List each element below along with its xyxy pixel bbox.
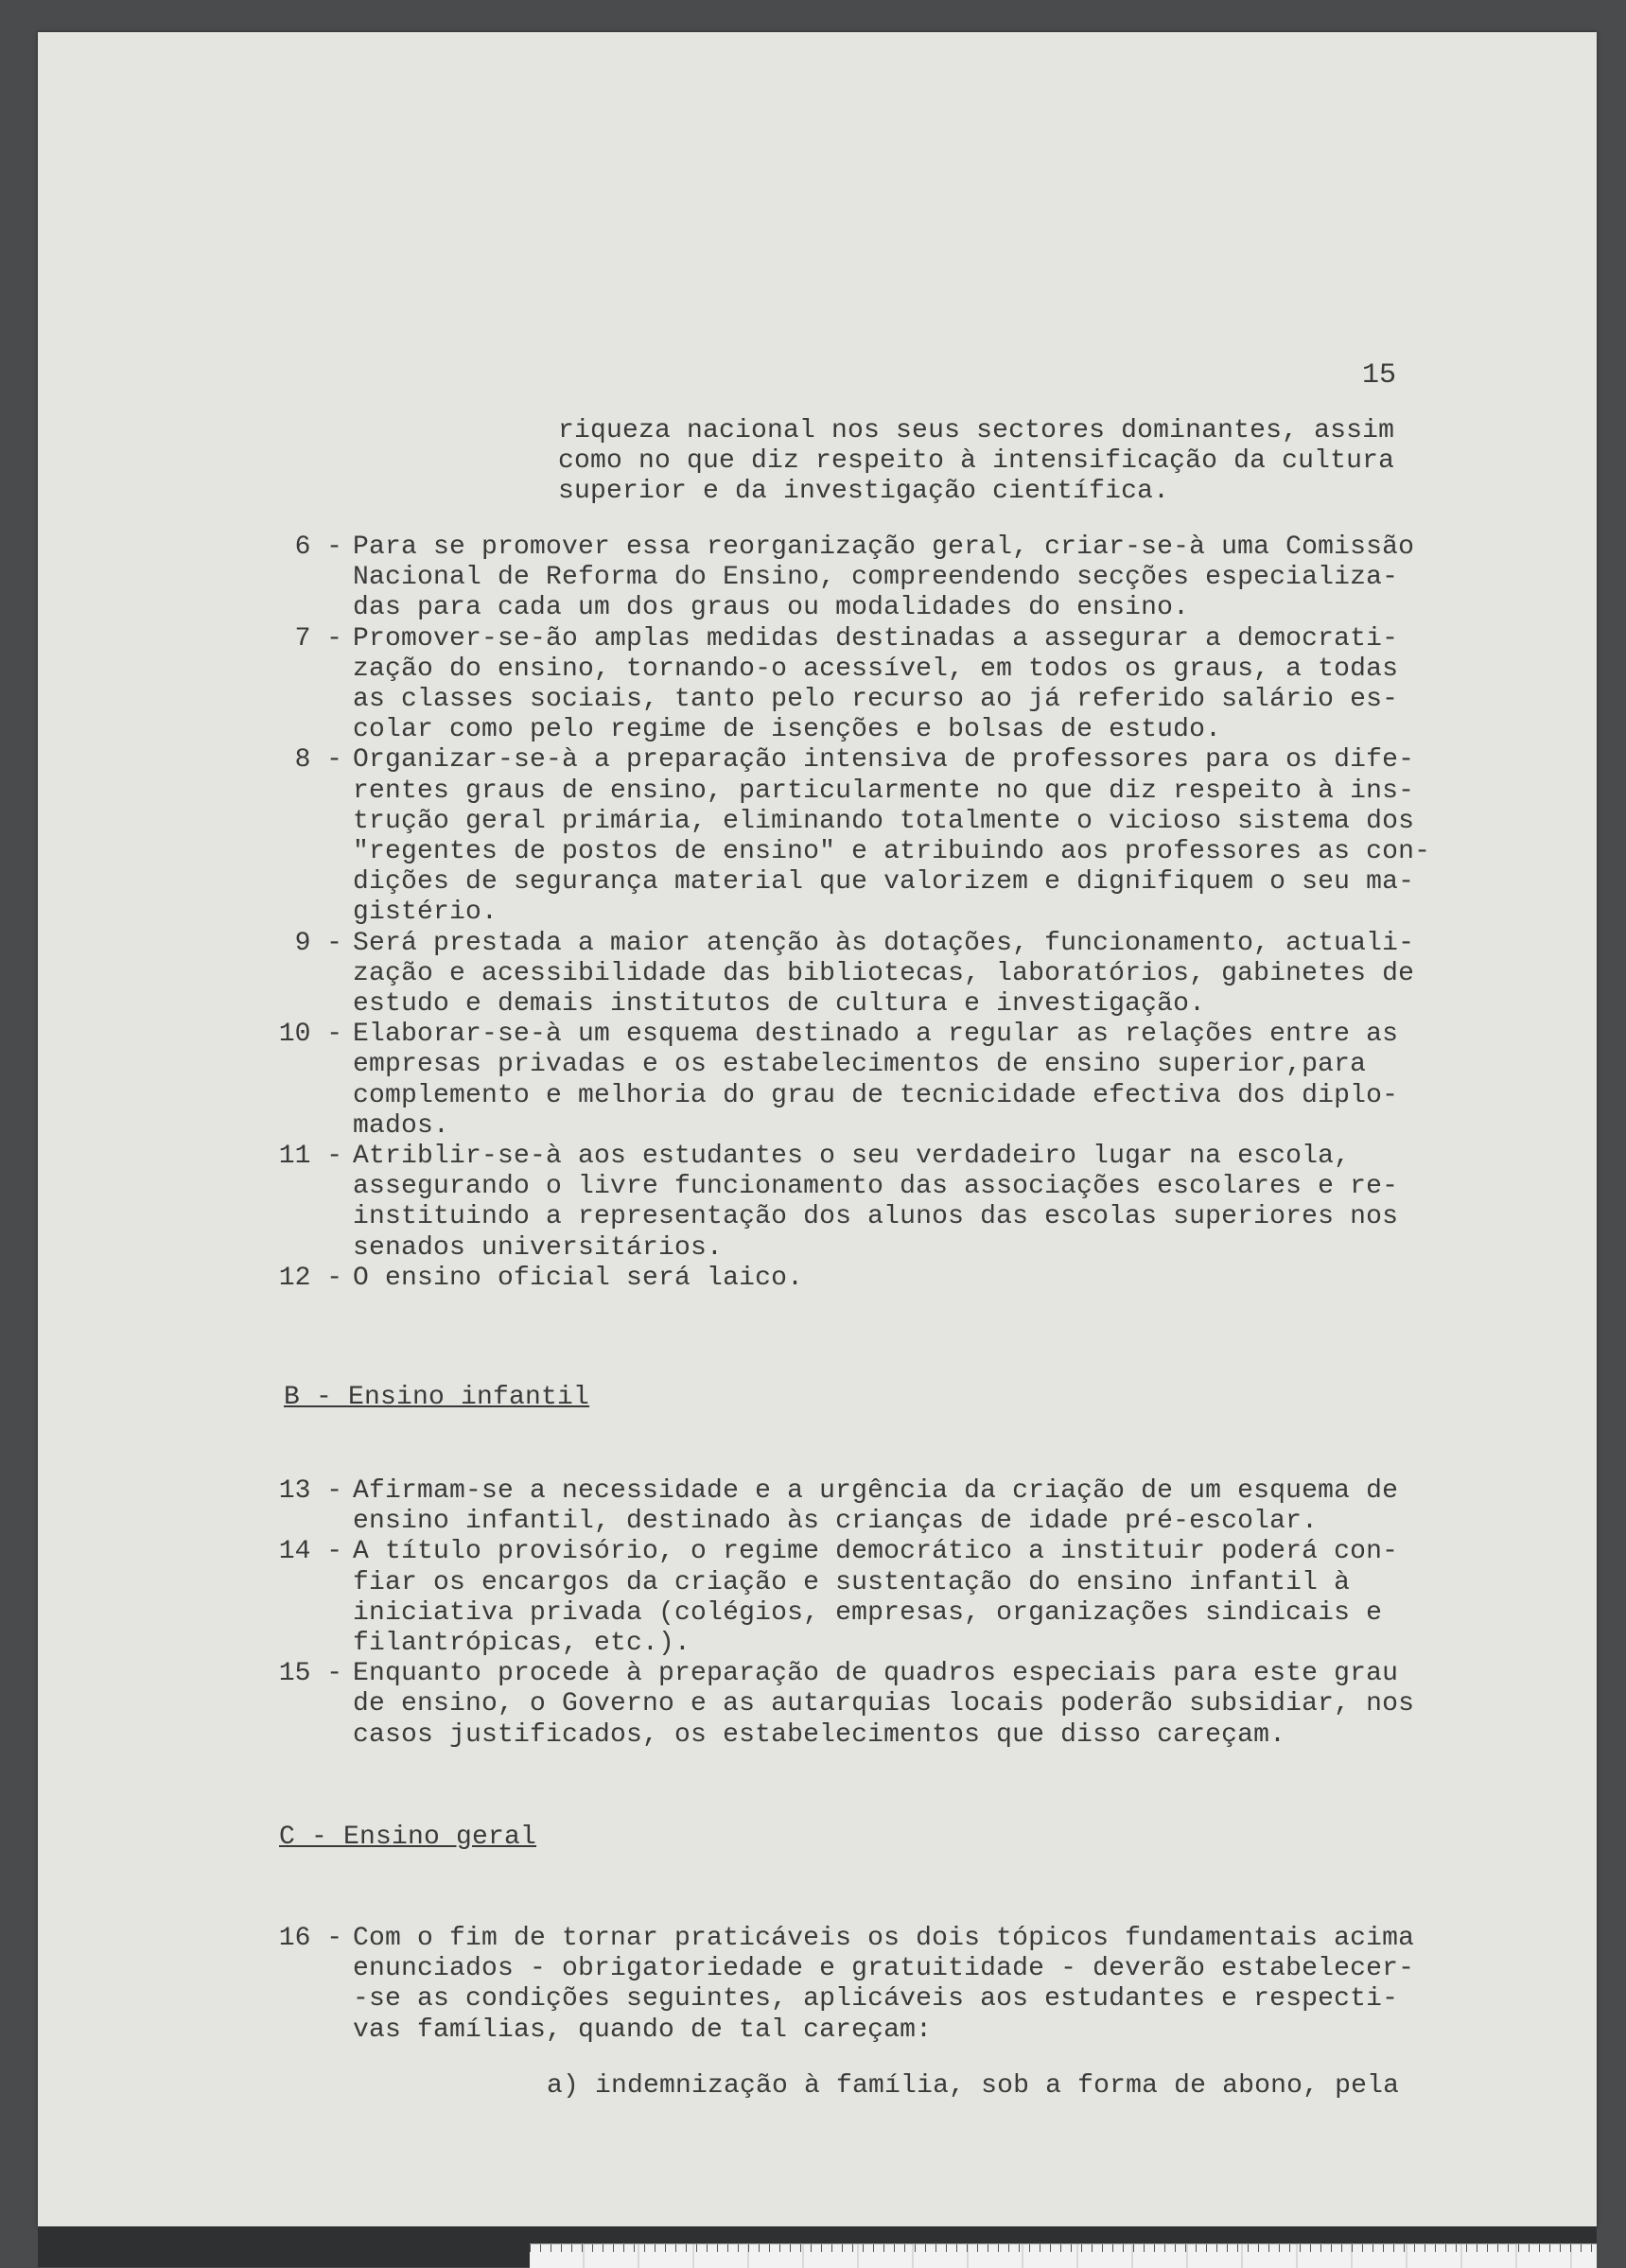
item-text-line: Atriblir-se-à aos estudantes o seu verdadeiro lugar na escola, <box>353 1142 1351 1171</box>
paragraph-line: riqueza nacional nos seus sectores dominantes, assim <box>558 416 1395 445</box>
item-text-line: zação e acessibilidade das bibliotecas, laboratórios, gabinetes de <box>353 958 1415 988</box>
item-number: 8 - <box>294 745 342 776</box>
item-text-line: casos justificados, os estabelecimentos que disso careçam. <box>353 1719 1286 1750</box>
item-text-line: das para cada um dos graus ou modalidades do ensino. <box>353 593 1190 623</box>
item-text-line: filantrópicas, etc.). <box>353 1629 691 1658</box>
item-text-line: colar como pelo regime de isenções e bolsas de estudo. <box>353 715 1222 745</box>
sub-item-line: a) indemnização à família, sob a forma de abono, pela <box>547 2071 1400 2101</box>
item-text-line: Para se promover essa reorganização geral, criar-se-à uma Comissão <box>353 532 1415 562</box>
item-text-line: Organizar-se-à a preparação intensiva de professores para os dife- <box>353 745 1415 776</box>
item-number: 14 - <box>278 1537 342 1567</box>
item-text-line: complemento e melhoria do grau de tecnicidade efectiva dos diplo- <box>353 1080 1399 1110</box>
item-text-line: Promover-se-ão amplas medidas destinadas a assegurar a democrati- <box>353 623 1399 654</box>
item-text-line: de ensino, o Governo e as autarquias locais poderão subsidiar, nos <box>353 1689 1415 1719</box>
section-heading: C - Ensino geral <box>279 1823 537 1852</box>
item-number: 16 - <box>278 1924 342 1953</box>
item-text-line: estudo e demais institutos de cultura e investigação. <box>353 989 1206 1019</box>
item-text-line: ensino infantil, destinado às crianças de idade pré-escolar. <box>353 1507 1319 1537</box>
item-number: 9 - <box>294 928 342 958</box>
item-text-line: Com o fim de tornar praticáveis os dois tópicos fundamentais acima <box>353 1924 1415 1953</box>
item-text-line: zação do ensino, tornando-o acessível, em todos os graus, a todas <box>353 654 1399 684</box>
item-number: 12 - <box>278 1263 342 1293</box>
item-text-line: trução geral primária, eliminando totalmente o vicioso sistema dos <box>353 806 1415 836</box>
item-text-line: Elaborar-se-à um esquema destinado a regular as relações entre as <box>353 1020 1399 1050</box>
scale-ruler <box>530 2243 1597 2268</box>
page-number: 15 <box>1362 359 1397 392</box>
item-text-line: rentes graus de ensino, particularmente no que diz respeito à ins- <box>353 776 1415 806</box>
item-text-line: vas famílias, quando de tal careçam: <box>353 2015 933 2045</box>
item-number: 13 - <box>278 1476 342 1506</box>
item-text-line: fiar os encargos da criação e sustentação do ensino infantil à <box>353 1567 1351 1597</box>
item-text-line: Nacional de Reforma do Ensino, compreendendo secções especializa- <box>353 563 1399 593</box>
item-text-line: iniciativa privada (colégios, empresas, organizações sindicais e <box>353 1597 1383 1628</box>
item-number: 11 - <box>278 1142 342 1171</box>
item-text-line: Será prestada a maior atenção às dotações, funcionamento, actuali- <box>353 928 1415 958</box>
item-text-line: Afirmam-se a necessidade e a urgência da criação de um esquema de <box>353 1476 1399 1506</box>
item-text-line: Enquanto procede à preparação de quadros especiais para este grau <box>353 1659 1399 1689</box>
item-number: 15 - <box>278 1659 342 1689</box>
item-number: 10 - <box>278 1020 342 1050</box>
item-text-line: assegurando o livre funcionamento das associações escolares e re- <box>353 1172 1399 1202</box>
item-text-line: A título provisório, o regime democrático a instituir poderá con- <box>353 1537 1399 1567</box>
paragraph-line: como no que diz respeito à intensificação da cultura <box>558 446 1395 477</box>
item-text-line: senados universitários. <box>353 1232 724 1263</box>
item-text-line: O ensino oficial será laico. <box>353 1263 804 1293</box>
item-text-line: dições de segurança material que valorizem e dignifiquem o seu ma- <box>353 867 1415 898</box>
item-text-line: gistério. <box>353 898 498 928</box>
item-text-line: as classes sociais, tanto pelo recurso ao já referido salário es- <box>353 685 1399 714</box>
item-text-line: -se as condições seguintes, aplicáveis aos estudantes e respecti- <box>353 1984 1399 2015</box>
item-text-line: "regentes de postos de ensino" e atribuindo aos professores as con- <box>353 837 1431 866</box>
item-number: 6 - <box>294 532 342 562</box>
item-number: 7 - <box>294 623 342 654</box>
paragraph-line: superior e da investigação científica. <box>558 477 1170 507</box>
item-text-line: mados. <box>353 1110 450 1141</box>
item-text-line: enunciados - obrigatoriedade e gratuitidade - deverão estabelecer- <box>353 1954 1415 1984</box>
item-text-line: instituindo a representação dos alunos das escolas superiores nos <box>353 1202 1399 1232</box>
section-heading: B - Ensino infantil <box>284 1383 590 1412</box>
item-text-line: empresas privadas e os estabelecimentos de ensino superior,para <box>353 1050 1367 1080</box>
